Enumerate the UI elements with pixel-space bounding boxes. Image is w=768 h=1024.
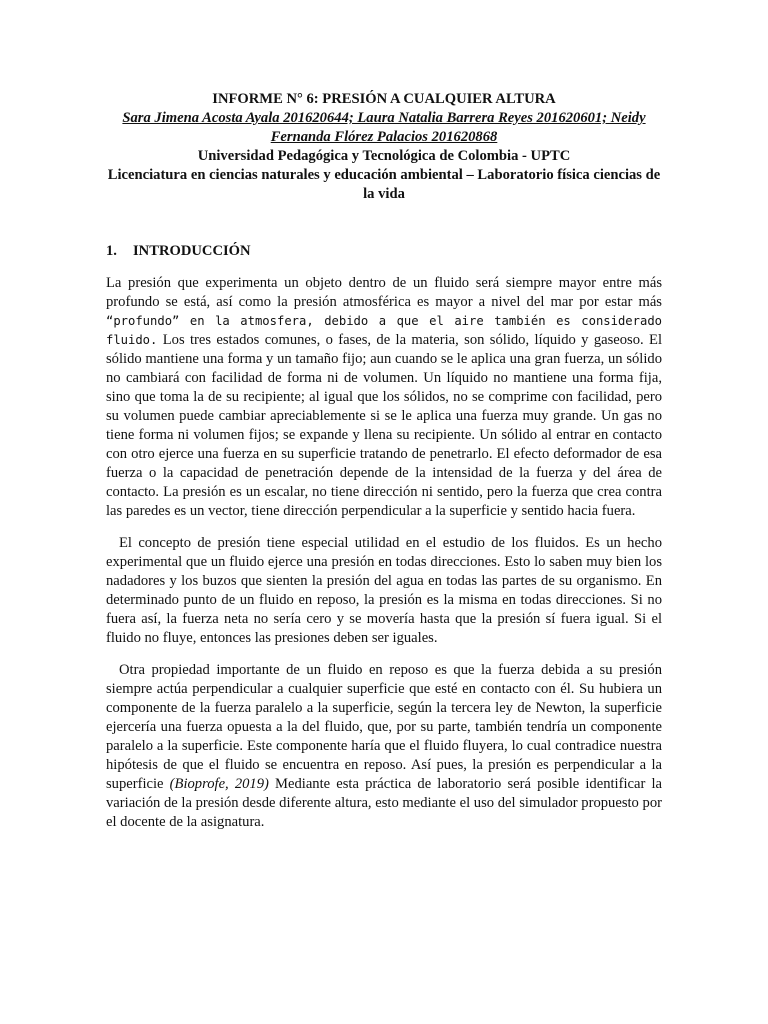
section-heading <box>106 242 662 261</box>
paragraph-1-part-a: La presión que experimenta un objeto dentro de un fluido será siempre mayor entre más profundo se está, así como la presión atmosférica es mayor a nivel del mar por estar más <box>106 275 662 310</box>
report-title: INFORME N° 6: PRESIÓN A CUALQUIER ALTURA <box>212 91 556 107</box>
paragraph-1-monospace-part: “profundo” en la atmosfera, debido a que el aire también es considerado fluido. <box>106 314 662 347</box>
document-page <box>106 90 662 832</box>
paragraph-1 <box>106 274 662 521</box>
paragraph-3-part-a: Otra propiedad importante de un fluido en reposo es que la fuerza debida a su presión siempre actúa perpendicular a cualquier superficie que esté en contacto con él. Su hubiera un componente de la fuerza paralelo a la superficie, según la tercera ley de Newton, la superficie ejercería una fuerza opuesta a la del fluido, que, por su parte, también tendría un componente paralelo a la superficie. Este componente haría que el fluido fluyera, lo cual contradice nuestra hipótesis de que el fluido se encuentra en reposo. Así pues, la presión es perpendicular a la superficie <box>106 662 662 792</box>
citation: (Bioprofe, 2019) <box>169 776 269 792</box>
paragraph-3-part-b: Mediante esta práctica de laboratorio será posible identificar la variación de la presión desde diferente altura, esto mediante el uso del simulador propuesto por el docente de la asignatura. <box>106 776 662 830</box>
paragraph-1-part-b: Los tres estados comunes, o fases, de la materia, son sólido, líquido y gaseoso. El sólido mantiene una forma y un tamaño fijo; aun cuando se le aplica una gran fuerza, un sólido no cambiará con facilidad de forma ni de volumen. Un líquido no mantiene una forma fija, sino que toma la de su recipiente; al igual que los sólidos, no se comprime con facilidad, pero su volumen puede cambiar apreciablemente si se le aplica una fuerza muy grande. Un gas no tiene forma ni volumen fijos; se expande y llena su recipiente. Un sólido al entrar en contacto con otro ejerce una fuerza en su superficie tratando de penetrarlo. El efecto deformador de esa fuerza o la capacidad de penetración depende de la intensidad de la fuerza y del área de contacto. La presión es un escalar, no tiene dirección ni sentido, pero la fuerza que crea contra las paredes es un vector, tiene dirección perpendicular a la superficie y sentido hacia fuera. <box>106 332 662 519</box>
section-title: INTRODUCCIÓN <box>133 243 251 259</box>
paragraph-2: El concepto de presión tiene especial utilidad en el estudio de los fluidos. Es un hecho experimental que un fluido ejerce una presión en todas direcciones. Esto lo saben muy bien los nadadores y los buzos que sienten la presión del agua en todas las partes de su organismo. En determinado punto de un fluido en reposo, la presión es la misma en todas direcciones. Si no fuera así, la fuerza neta no sería cero y se movería hasta que la presión sí fuera igual. Si el fluido no fluye, entonces las presiones deben ser iguales. <box>106 535 662 646</box>
university-name: Universidad Pedagógica y Tecnológica de Colombia - UPTC <box>197 148 571 164</box>
section-number: 1. <box>106 243 117 259</box>
program-name: Licenciatura en ciencias naturales y educación ambiental – Laboratorio física ciencias de la vida <box>107 167 661 202</box>
paragraph-3 <box>106 661 662 832</box>
authors-line: Sara Jimena Acosta Ayala 201620644; Laura Natalia Barrera Reyes 201620601; Neidy Fernanda Flórez Palacios 201620868 <box>122 110 646 145</box>
